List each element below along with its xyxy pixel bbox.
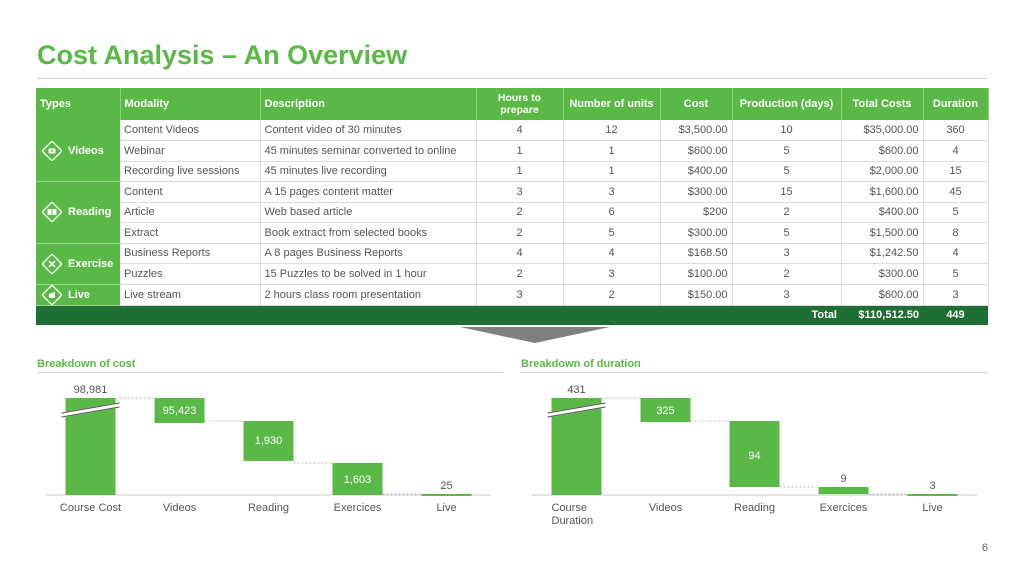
cell-description: A 8 pages Business Reports <box>260 243 476 264</box>
data-label: 1,930 <box>254 435 283 447</box>
cell-duration: 3 <box>923 284 988 305</box>
cell-total-cost: $300.00 <box>841 264 923 285</box>
cell-hours: 2 <box>476 223 563 244</box>
category-label: Exercices <box>819 502 868 514</box>
category-label: Live <box>922 502 943 514</box>
cell-production: 2 <box>732 202 841 223</box>
data-label: 25 <box>440 480 453 492</box>
cell-production: 5 <box>732 161 841 182</box>
category-label: Exercices <box>333 502 382 514</box>
cell-cost: $100.00 <box>660 264 732 285</box>
waterfall-bar <box>819 487 869 494</box>
cell-cost: $300.00 <box>660 223 732 244</box>
type-cell-exercise <box>36 243 120 284</box>
table-row <box>36 243 988 264</box>
header-duration: Duration <box>923 88 988 120</box>
book-icon <box>42 202 62 222</box>
cell-production: 3 <box>732 243 841 264</box>
cell-hours: 4 <box>476 120 563 141</box>
cost-waterfall-chart <box>46 378 506 523</box>
table-row <box>36 120 988 141</box>
header-production: Production (days) <box>732 88 841 120</box>
cell-total-cost: $1,600.00 <box>841 182 923 203</box>
total-cost-value: $110,512.50 <box>841 305 923 325</box>
duration-waterfall-chart <box>532 378 988 533</box>
cell-description: 15 Puzzles to be solved in 1 hour <box>260 264 476 285</box>
cost-table <box>36 88 989 325</box>
header-total-costs: Total Costs <box>841 88 923 120</box>
duration-breakdown-title: Breakdown of duration <box>521 358 641 370</box>
cell-duration: 360 <box>923 120 988 141</box>
page-number: 6 <box>981 542 988 554</box>
cell-description: Content video of 30 minutes <box>260 120 476 141</box>
cell-hours: 1 <box>476 141 563 162</box>
cell-total-cost: $600.00 <box>841 284 923 305</box>
cell-units: 6 <box>563 202 660 223</box>
cell-production: 2 <box>732 264 841 285</box>
table-row <box>36 182 988 203</box>
cell-modality: Content <box>120 182 260 203</box>
header-description: Description <box>260 88 476 120</box>
cell-units: 2 <box>563 284 660 305</box>
data-label: 98,981 <box>73 384 108 396</box>
cell-production: 3 <box>732 284 841 305</box>
category-label: Duration <box>551 515 594 527</box>
table-row <box>36 223 988 244</box>
cell-units: 3 <box>563 264 660 285</box>
cell-total-cost: $35,000.00 <box>841 120 923 141</box>
table-row <box>36 161 988 182</box>
table-header-row <box>36 88 988 120</box>
cell-description: 2 hours class room presentation <box>260 284 476 305</box>
type-cell-videos <box>36 120 120 182</box>
duration-breakdown-divider <box>521 372 988 373</box>
cell-units: 1 <box>563 141 660 162</box>
cell-hours: 4 <box>476 243 563 264</box>
category-label: Course <box>551 502 587 514</box>
data-label: 431 <box>567 384 586 396</box>
type-label: Reading <box>68 206 112 219</box>
down-arrow-shape <box>460 327 610 343</box>
cell-description: Web based article <box>260 202 476 223</box>
cell-units: 3 <box>563 182 660 203</box>
cell-modality: Article <box>120 202 260 223</box>
waterfall-bar <box>422 494 472 496</box>
total-row <box>36 305 988 325</box>
total-duration-value: 449 <box>923 305 988 325</box>
table-row <box>36 141 988 162</box>
cell-modality: Extract <box>120 223 260 244</box>
cell-production: 5 <box>732 141 841 162</box>
header-types: Types <box>36 88 120 120</box>
cell-production: 5 <box>732 223 841 244</box>
cell-modality: Recording live sessions <box>120 161 260 182</box>
cell-production: 15 <box>732 182 841 203</box>
table-row <box>36 264 988 285</box>
page-title: Cost Analysis – An Overview <box>37 40 408 70</box>
total-label: Total <box>36 305 841 325</box>
tools-icon <box>42 254 62 274</box>
data-label: 3 <box>929 480 936 492</box>
cell-units: 12 <box>563 120 660 141</box>
title-divider <box>37 78 988 79</box>
cell-total-cost: $2,000.00 <box>841 161 923 182</box>
cell-duration: 15 <box>923 161 988 182</box>
cell-description: 45 minutes seminar converted to online <box>260 141 476 162</box>
cell-cost: $168.50 <box>660 243 732 264</box>
category-label: Course Cost <box>59 502 122 514</box>
data-label: 1,603 <box>343 474 372 486</box>
cell-description: A 15 pages content matter <box>260 182 476 203</box>
data-label: 325 <box>656 405 675 417</box>
data-label: 94 <box>748 450 761 462</box>
header-cost: Cost <box>660 88 732 120</box>
category-label: Videos <box>162 502 197 514</box>
cell-duration: 45 <box>923 182 988 203</box>
type-cell-reading <box>36 182 120 244</box>
cell-hours: 3 <box>476 284 563 305</box>
waterfall-bar <box>908 494 958 496</box>
cell-modality: Content Videos <box>120 120 260 141</box>
cell-modality: Puzzles <box>120 264 260 285</box>
cell-cost: $3,500.00 <box>660 120 732 141</box>
category-label: Videos <box>648 502 683 514</box>
cell-modality: Live stream <box>120 284 260 305</box>
cell-production: 10 <box>732 120 841 141</box>
cell-units: 5 <box>563 223 660 244</box>
cell-duration: 5 <box>923 202 988 223</box>
cell-cost: $300.00 <box>660 182 732 203</box>
cell-units: 4 <box>563 243 660 264</box>
category-label: Live <box>436 502 457 514</box>
live-icon <box>42 285 62 305</box>
cell-total-cost: $1,242.50 <box>841 243 923 264</box>
cost-breakdown-title: Breakdown of cost <box>37 358 136 370</box>
category-label: Reading <box>734 502 775 514</box>
header-units: Number of units <box>563 88 660 120</box>
data-label: 95,423 <box>162 405 197 417</box>
table-row <box>36 202 988 223</box>
cell-duration: 4 <box>923 141 988 162</box>
cell-duration: 5 <box>923 264 988 285</box>
cell-cost: $400.00 <box>660 161 732 182</box>
cell-description: 45 minutes live recording <box>260 161 476 182</box>
category-label: Reading <box>248 502 289 514</box>
video-icon <box>42 141 62 161</box>
header-hours: Hours to prepare <box>476 88 563 120</box>
cell-total-cost: $400.00 <box>841 202 923 223</box>
type-label: Exercise <box>68 257 114 270</box>
cell-hours: 2 <box>476 264 563 285</box>
cell-cost: $600.00 <box>660 141 732 162</box>
cell-hours: 2 <box>476 202 563 223</box>
cell-modality: Webinar <box>120 141 260 162</box>
cell-total-cost: $600.00 <box>841 141 923 162</box>
cost-breakdown-divider <box>37 372 503 373</box>
type-label: Live <box>68 288 91 301</box>
data-label: 9 <box>840 473 847 485</box>
cell-cost: $150.00 <box>660 284 732 305</box>
cell-duration: 8 <box>923 223 988 244</box>
cell-modality: Business Reports <box>120 243 260 264</box>
cell-duration: 4 <box>923 243 988 264</box>
type-label: Videos <box>68 144 104 157</box>
cell-description: Book extract from selected books <box>260 223 476 244</box>
table-row <box>36 284 988 305</box>
cell-hours: 1 <box>476 161 563 182</box>
cell-hours: 3 <box>476 182 563 203</box>
cell-total-cost: $1,500.00 <box>841 223 923 244</box>
header-modality: Modality <box>120 88 260 120</box>
cell-units: 1 <box>563 161 660 182</box>
type-cell-live <box>36 284 120 305</box>
cell-cost: $200 <box>660 202 732 223</box>
